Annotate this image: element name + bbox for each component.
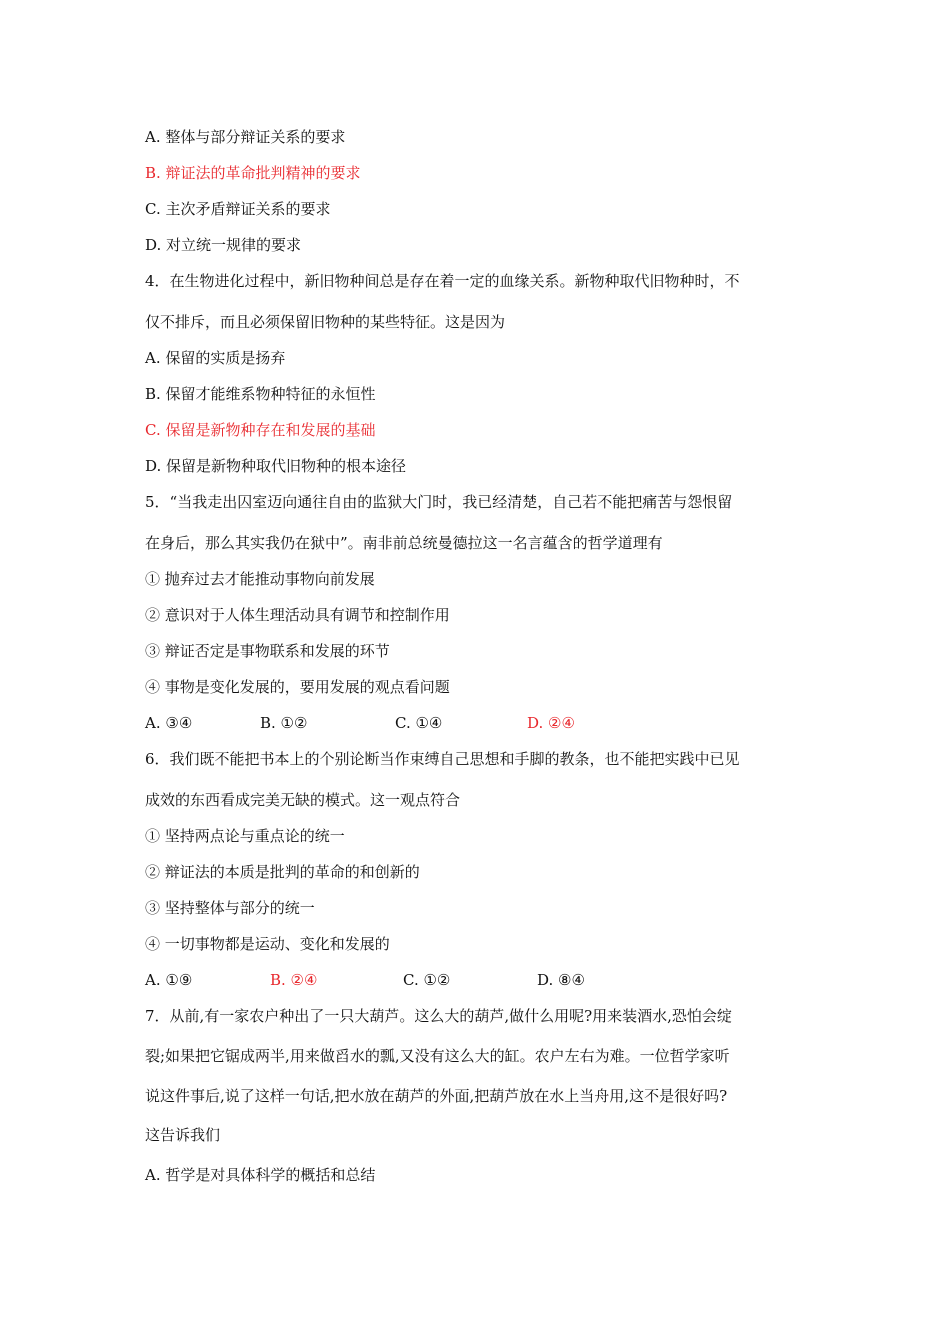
q5-statement-2: ② 意识对于人体生理活动具有调节和控制作用 bbox=[145, 606, 450, 624]
q6-statement-3: ③ 坚持整体与部分的统一 bbox=[145, 899, 315, 917]
q3-option-a: A. 整体与部分辩证关系的要求 bbox=[145, 128, 346, 146]
q7-stem-line2: 裂;如果把它锯成两半,用来做舀水的瓢,又没有这么大的缸。农户左右为难。一位哲学家听 bbox=[145, 1047, 730, 1065]
q7-option-a: A. 哲学是对具体科学的概括和总结 bbox=[145, 1166, 376, 1184]
q7-stem-line3: 说这件事后,说了这样一句话,把水放在葫芦的外面,把葫芦放在水上当舟用,这不是很好吗? bbox=[145, 1087, 728, 1105]
q6-statement-4: ④ 一切事物都是运动、变化和发展的 bbox=[145, 935, 390, 953]
q4-option-c-answer: C. 保留是新物种存在和发展的基础 bbox=[145, 421, 376, 439]
q5-statement-4: ④ 事物是变化发展的，要用发展的观点看问题 bbox=[145, 678, 450, 696]
q5-option-c: C. ①④ bbox=[395, 714, 443, 732]
q6-option-b-answer: B. ②④ bbox=[270, 971, 318, 989]
q7-stem-line1: 7．从前,有一家农户种出了一只大葫芦。这么大的葫芦,做什么用呢?用来装酒水,恐怕会绽 bbox=[145, 1007, 732, 1025]
q6-stem-line2: 成效的东西看成完美无缺的模式。这一观点符合 bbox=[145, 791, 461, 809]
q4-stem-line2: 仅不排斥，而且必须保留旧物种的某些特征。这是因为 bbox=[145, 313, 506, 331]
q5-stem-line2: 在身后，那么其实我仍在狱中”。南非前总统曼德拉这一名言蕴含的哲学道理有 bbox=[145, 534, 663, 552]
q5-statement-3: ③ 辩证否定是事物联系和发展的环节 bbox=[145, 642, 390, 660]
q3-option-b-answer: B. 辩证法的革命批判精神的要求 bbox=[145, 164, 361, 182]
q3-option-c: C. 主次矛盾辩证关系的要求 bbox=[145, 200, 331, 218]
q4-option-a: A. 保留的实质是扬弃 bbox=[145, 349, 286, 367]
q6-option-d: D. ⑧④ bbox=[537, 971, 585, 989]
q5-option-b: B. ①② bbox=[260, 714, 308, 732]
q5-statement-1: ① 抛弃过去才能推动事物向前发展 bbox=[145, 570, 375, 588]
q6-option-a: A. ①⑨ bbox=[145, 971, 193, 989]
q6-statement-2: ② 辩证法的本质是批判的革命的和创新的 bbox=[145, 863, 420, 881]
q7-stem-line4: 这告诉我们 bbox=[145, 1126, 221, 1144]
q6-stem-line1: 6．我们既不能把书本上的个别论断当作束缚自己思想和手脚的教条，也不能把实践中已见 bbox=[145, 750, 740, 768]
q4-option-b: B. 保留才能维系物种特征的永恒性 bbox=[145, 385, 376, 403]
q4-stem-line1: 4．在生物进化过程中，新旧物种间总是存在着一定的血缘关系。新物种取代旧物种时，不 bbox=[145, 272, 740, 290]
q6-statement-1: ① 坚持两点论与重点论的统一 bbox=[145, 827, 345, 845]
q5-option-d-answer: D. ②④ bbox=[527, 714, 575, 732]
q5-option-a: A. ③④ bbox=[145, 714, 193, 732]
q6-option-c: C. ①② bbox=[403, 971, 451, 989]
q4-option-d: D. 保留是新物种取代旧物种的根本途径 bbox=[145, 457, 407, 475]
q5-stem-line1: 5．“当我走出囚室迈向通往自由的监狱大门时，我已经清楚，自己若不能把痛苦与怨恨留 bbox=[145, 493, 733, 511]
q3-option-d: D. 对立统一规律的要求 bbox=[145, 236, 302, 254]
